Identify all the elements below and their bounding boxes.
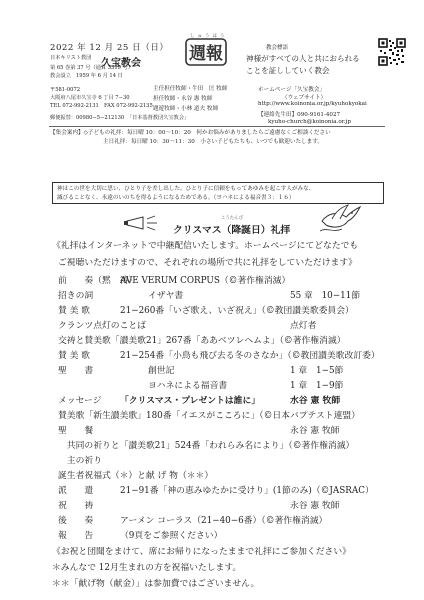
pastor-1: 主任担任牧師・牛田 匡 牧師 (153, 86, 228, 92)
service-item-label: 交祷と賛美歌「讃美歌21」267番「ああベツレヘムよ」（©著作権消滅） (58, 336, 346, 346)
pastor-3: 題遊牧師・小林 道夫 牧師 (153, 106, 219, 112)
title-ruby: こうたんび (221, 216, 243, 221)
address: 大阪府八尾市久宝寺 6 丁目 7−30 (50, 95, 130, 101)
service-item-detail: ヨハネによる福音書 (148, 381, 228, 391)
service-item-label: 誕生者祝福式（＊）と献 げ 物（＊＊） (58, 471, 214, 481)
affiliation: 日本キリスト教団 (50, 55, 92, 61)
notice-line-1: 《礼拝はインターネットで中継配信いたします。ホームページにてどなたでも (52, 241, 359, 251)
service-item-detail: 21−91番「神の恵みゆたかに受けり」(1節のみ)（©JASRAC） (120, 486, 374, 496)
service-item-detail: 創世記 (148, 366, 175, 376)
service-item-label: 共同の祈りと「讃美歌21」524番「われらみ名により」（©著作権消滅） (58, 441, 355, 451)
service-item-detail: 「クリスマス・プレゼントは誰に」 (120, 396, 261, 406)
volume-number: 第 65 巻第 37 号（通算 3319 号） (50, 65, 133, 71)
service-item-label: 祝 祷 (58, 501, 94, 511)
service-item-label: 派 遣 (58, 486, 94, 496)
meetings-line-2: 主日礼拝：毎日曜 10：30～11：30 小さい子どもたちも、いつでも歓迎いたします。 (103, 139, 323, 145)
service-item-label: 招きの詞 (58, 291, 94, 301)
meetings-line-1: 【集会案内】◇子どもの礼拝：毎日曜 10：00～10：20 何かお悩みがありましたらご遠慮なくご相談ください (50, 130, 331, 136)
service-item-detail: 21−260番「いざ歌え、いざ祝え」（©教団讃美歌委員会） (120, 306, 354, 316)
service-item-ref: 永谷 憲 牧師 (290, 426, 340, 436)
service-item-label: 賛 美 歌 (58, 351, 90, 361)
motto-label: 教会標語 (266, 45, 289, 51)
service-item-ref: 1 章 1−5節 (290, 366, 344, 376)
service-item-label: 前 奏（黙 祷） (58, 276, 138, 286)
homepage-url[interactable]: http://www.koinonia.or.jp/kyuhokyokai (258, 101, 367, 107)
motto-line-2: ことを証ししていく教会 (246, 66, 330, 75)
service-item-ref: 1 章 1−9節 (290, 381, 344, 391)
logo-ruby: しゅうほう (190, 34, 228, 39)
pastor-2: 担任牧師・永谷 憲 牧師 (153, 96, 213, 102)
service-item-ref: 永谷 憲 牧師 (290, 501, 340, 511)
dove-illustration (318, 203, 362, 235)
service-item-label: クランツ点灯のことば (58, 321, 146, 331)
service-item-detail: 21−254番「小鳥も飛び去る冬のさなか」（©教団讃美歌改訂委） (120, 351, 380, 361)
service-item-ref: 水谷 憲 牧師 (290, 396, 341, 406)
service-item-detail: （9頁をご参照ください） (120, 531, 223, 541)
service-item-label: 賛 美 歌 (58, 306, 90, 316)
header-rule (49, 126, 385, 127)
service-item-label: 賛美歌「新生讃美歌」180番「イエスがこころに」（©日本バプテスト連盟） (58, 411, 360, 421)
contact-email[interactable]: kyuho-church@koinonia.or.jp (268, 119, 351, 125)
service-item-label: 聖 餐 (58, 426, 94, 436)
motto-line-1: 神様がすべての人と共におられる (246, 54, 360, 63)
church-name: 久宝教会 (101, 58, 141, 69)
founded-date: 教会設立 1959 年 6 月 14 日 (50, 73, 123, 79)
service-item-label: 報 告 (58, 531, 94, 541)
service-item-detail: アーメン コーラス（21−40−6番）（©著作権消滅） (120, 516, 328, 526)
weekly-logo (185, 37, 227, 67)
postal-account: 郵便振替：00980−5−212130 「日本基督教団久宝教会」 (50, 115, 190, 121)
bulletin-date: 2022 年 12 月 25 日（日） (50, 43, 169, 53)
tel-fax: TEL 072-992-2131 FAX 072-992-2135 (50, 103, 153, 109)
service-title: クリスマス（降誕日）礼拝 (173, 225, 291, 236)
service-item-ref: 55 章 10−11節 (290, 291, 361, 301)
notice-line-2: ご視聴いただけますので、それぞれの場所で共に礼拝をしていただけます》 (58, 258, 357, 268)
megaphone-icon (123, 214, 163, 232)
postal-code: 〒581-0072 (50, 87, 81, 93)
service-item-label: 主の祈り (58, 456, 102, 466)
verse-line-1: 神はこの世を大切に思い、ひとり子を差し出した。ひとり子に信頼をもってあゆみを起こす人がみな、 (57, 186, 315, 192)
service-item-label: 後 奏 (58, 516, 94, 526)
footer-line-2: ＊みんなで 12月生まれの方を祝福いたします。 (52, 563, 242, 573)
footer-line-1: 《お祝と団聞をまけて、席にお帰りになったままで礼拝にご参加ください》 (52, 547, 351, 557)
qr-code[interactable] (378, 38, 406, 66)
service-item-detail: イザヤ書 (148, 291, 184, 301)
homepage-sub: （ウェブサイト） (282, 95, 327, 101)
service-item-label: 聖 書 (58, 366, 94, 376)
contact-phone: 【連絡先牛田】090-9161-4027 (258, 112, 341, 118)
logo-text: 週報 (189, 44, 223, 64)
footer-line-3: ＊＊「献げ物（献金）」は参加費ではございません。 (52, 579, 260, 589)
service-item-detail: AVE VERUM CORPUS（©著作権消滅） (120, 276, 291, 286)
service-item-ref: 点灯者 (290, 321, 317, 331)
homepage-label: ホームページ「久宝教会」 (258, 87, 326, 93)
service-item-label: メッセージ (58, 396, 102, 406)
verse-line-2: 滅びることなく、永遠のいのちを得るようになるためである。（ヨハネによる福音書３：１６） (57, 195, 295, 201)
